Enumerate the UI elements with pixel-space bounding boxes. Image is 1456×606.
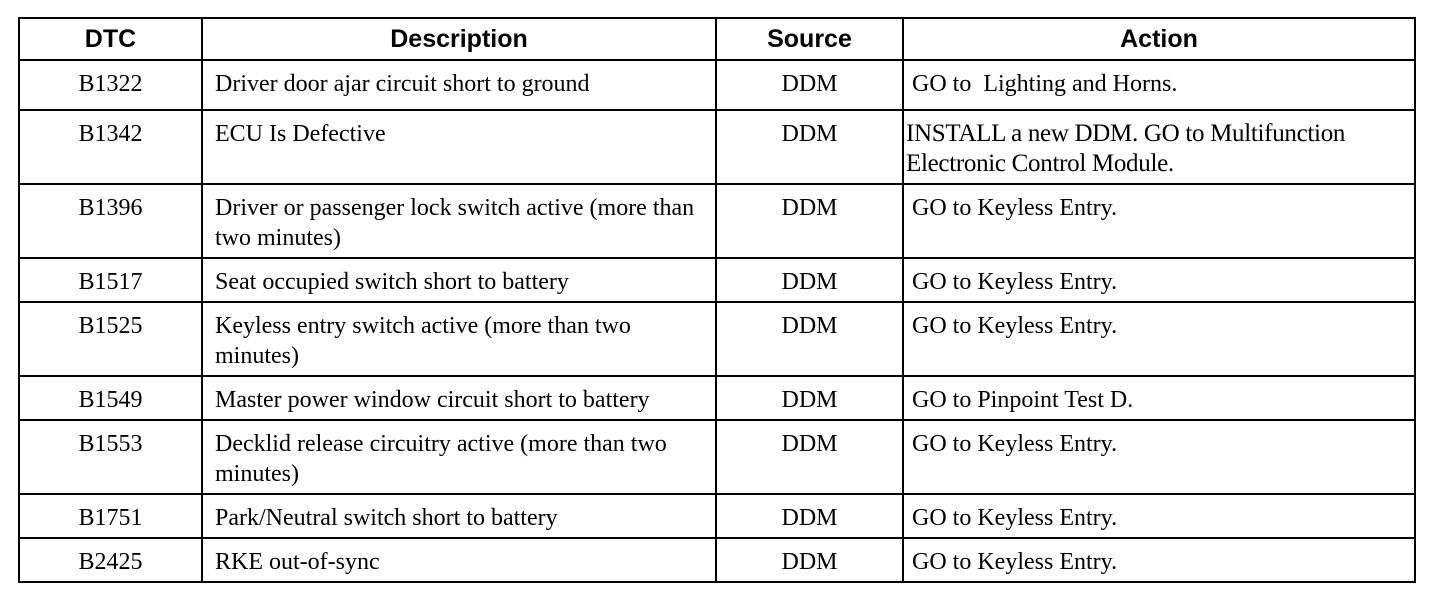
header-row (19, 18, 1415, 60)
cell-action: GO to Keyless Entry. (903, 184, 1415, 258)
table-row (19, 420, 1415, 494)
cell-source: DDM (716, 184, 903, 258)
cell-action: INSTALL a new DDM. GO to Multifunction Electronic Control Module. (903, 110, 1415, 184)
cell-dtc: B1517 (19, 258, 202, 302)
table-row (19, 184, 1415, 258)
cell-description: RKE out-of-sync (202, 538, 716, 582)
cell-dtc: B1549 (19, 376, 202, 420)
table-row (19, 302, 1415, 376)
header-description: Description (202, 18, 716, 60)
cell-source: DDM (716, 420, 903, 494)
cell-dtc: B1553 (19, 420, 202, 494)
cell-description: Driver or passenger lock switch active (more than two minutes) (202, 184, 716, 258)
cell-source: DDM (716, 376, 903, 420)
cell-description: Keyless entry switch active (more than two minutes) (202, 302, 716, 376)
cell-description: Decklid release circuitry active (more than two minutes) (202, 420, 716, 494)
cell-source: DDM (716, 60, 903, 110)
cell-source: DDM (716, 258, 903, 302)
cell-action: GO to Keyless Entry. (903, 420, 1415, 494)
cell-dtc: B1751 (19, 494, 202, 538)
table-row (19, 110, 1415, 184)
table-body (19, 60, 1415, 582)
dtc-table-container (18, 17, 1414, 583)
cell-action: GO to Keyless Entry. (903, 302, 1415, 376)
table-header (19, 18, 1415, 60)
cell-description: Park/Neutral switch short to battery (202, 494, 716, 538)
cell-source: DDM (716, 110, 903, 184)
cell-description: ECU Is Defective (202, 110, 716, 184)
cell-dtc: B1342 (19, 110, 202, 184)
cell-dtc: B1396 (19, 184, 202, 258)
header-dtc: DTC (19, 18, 202, 60)
cell-source: DDM (716, 494, 903, 538)
cell-dtc: B1322 (19, 60, 202, 110)
table-row (19, 376, 1415, 420)
table-row (19, 538, 1415, 582)
cell-action: GO to Lighting and Horns. (903, 60, 1415, 110)
table-row (19, 494, 1415, 538)
cell-source: DDM (716, 302, 903, 376)
cell-source: DDM (716, 538, 903, 582)
header-action: Action (903, 18, 1415, 60)
cell-action: GO to Pinpoint Test D. (903, 376, 1415, 420)
table-row (19, 258, 1415, 302)
table-row (19, 60, 1415, 110)
dtc-table (18, 17, 1416, 583)
cell-description: Driver door ajar circuit short to ground (202, 60, 716, 110)
cell-description: Master power window circuit short to battery (202, 376, 716, 420)
cell-description: Seat occupied switch short to battery (202, 258, 716, 302)
cell-action: GO to Keyless Entry. (903, 494, 1415, 538)
cell-action: GO to Keyless Entry. (903, 258, 1415, 302)
cell-dtc: B1525 (19, 302, 202, 376)
header-source: Source (716, 18, 903, 60)
cell-action: GO to Keyless Entry. (903, 538, 1415, 582)
cell-dtc: B2425 (19, 538, 202, 582)
